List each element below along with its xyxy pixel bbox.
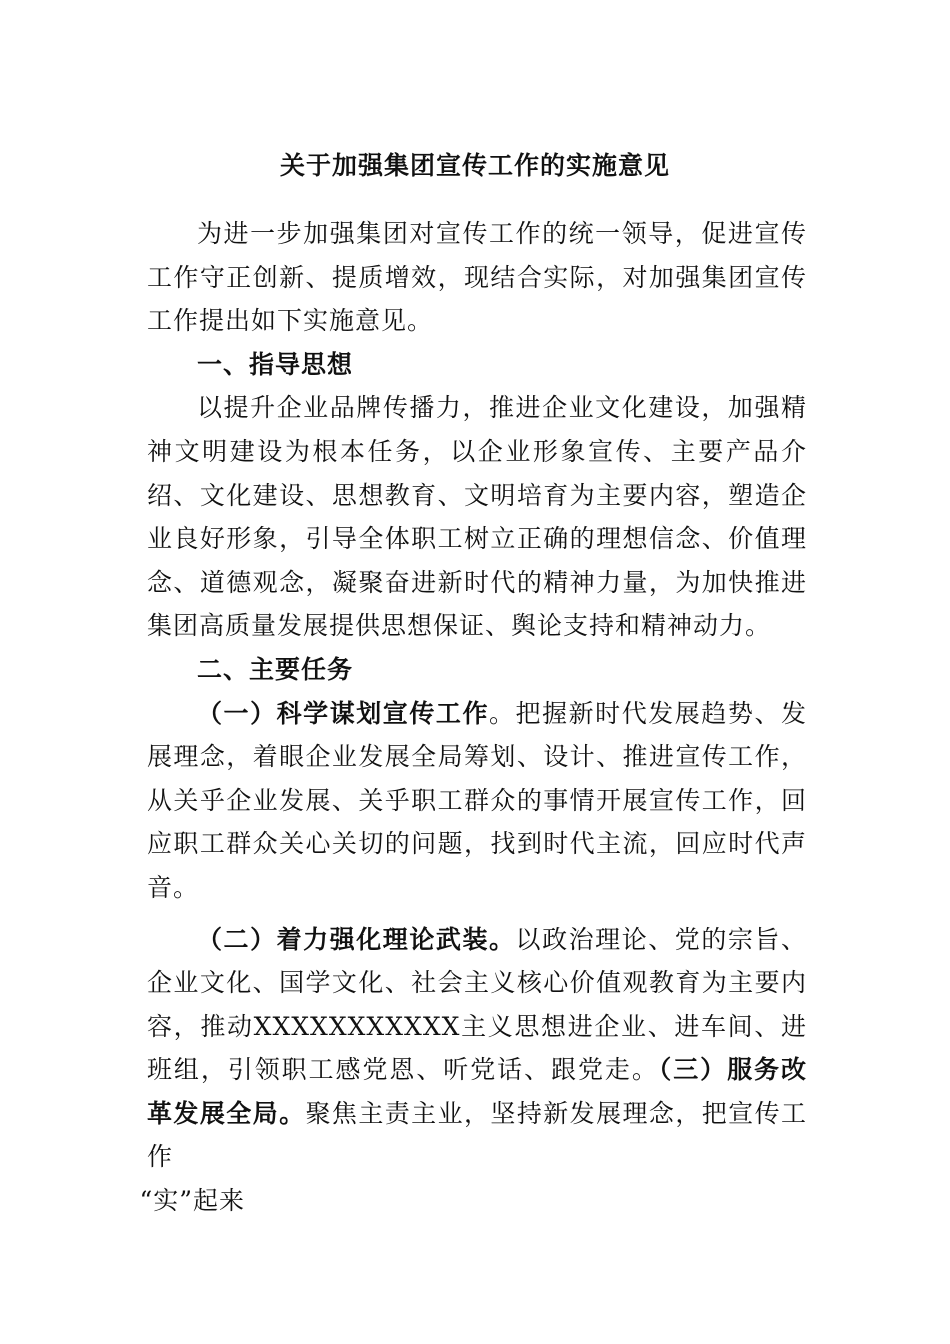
task-3-tail: “实”起来 xyxy=(139,1186,246,1216)
task-1-title: （一）科学谋划宣传工作 xyxy=(197,698,489,728)
section-heading-main-tasks: 二、主要任务 xyxy=(197,654,354,684)
task-2-paragraph xyxy=(147,918,807,1180)
intro-paragraph: 为进一步加强集团对宣传工作的统一领导，促进宣传工作守正创新、提质增效，现结合实际，对加强集团宣传工作提出如下实施意见。 xyxy=(147,219,807,336)
document-title: 关于加强集团宣传工作的实施意见 xyxy=(279,151,670,180)
document-body xyxy=(139,212,807,1223)
section-heading-guiding-ideology: 一、指导思想 xyxy=(197,349,354,379)
task-2-title: （二）着力强化理论武装。 xyxy=(197,924,516,954)
task-3-title: （三）服务改革发展全局。 xyxy=(147,1055,807,1128)
paragraph-gap xyxy=(147,910,807,918)
task-1-paragraph xyxy=(147,692,807,910)
guiding-ideology-paragraph: 以提升企业品牌传播力，推进企业文化建设，加强精神文明建设为根本任务，以企业形象宣传、主要产品介绍、文化建设、思想教育、文明培育为主要内容，塑造企业良好形象，引导全体职工树立正确的理想信念、价值理念、道德观念，凝聚奋进新时代的精神力量，为加快推进集团高质量发展提供思想保证、舆论支持和精神动力。 xyxy=(147,393,807,641)
task-1-text: 。把握新时代发展趋势、发展理念，着眼企业发展全局筹划、设计、推进宣传工作，从关乎企业发展、关乎职工群众的事情开展宣传工作，回应职工群众关心关切的问题，找到时代主流，回应时代声音。 xyxy=(147,698,807,902)
task-3-text: 聚焦主责主业，坚持新发展理念，把宣传工作 xyxy=(147,1098,807,1172)
task-2-text: 以政治理论、党的宗旨、企业文化、国学文化、社会主义核心价值观教育为主要内容，推动XXXXXXXXXXX主义思想进企业、进车间、进班组，引领职工感党恩、听党话、跟党走。 xyxy=(147,924,807,1085)
